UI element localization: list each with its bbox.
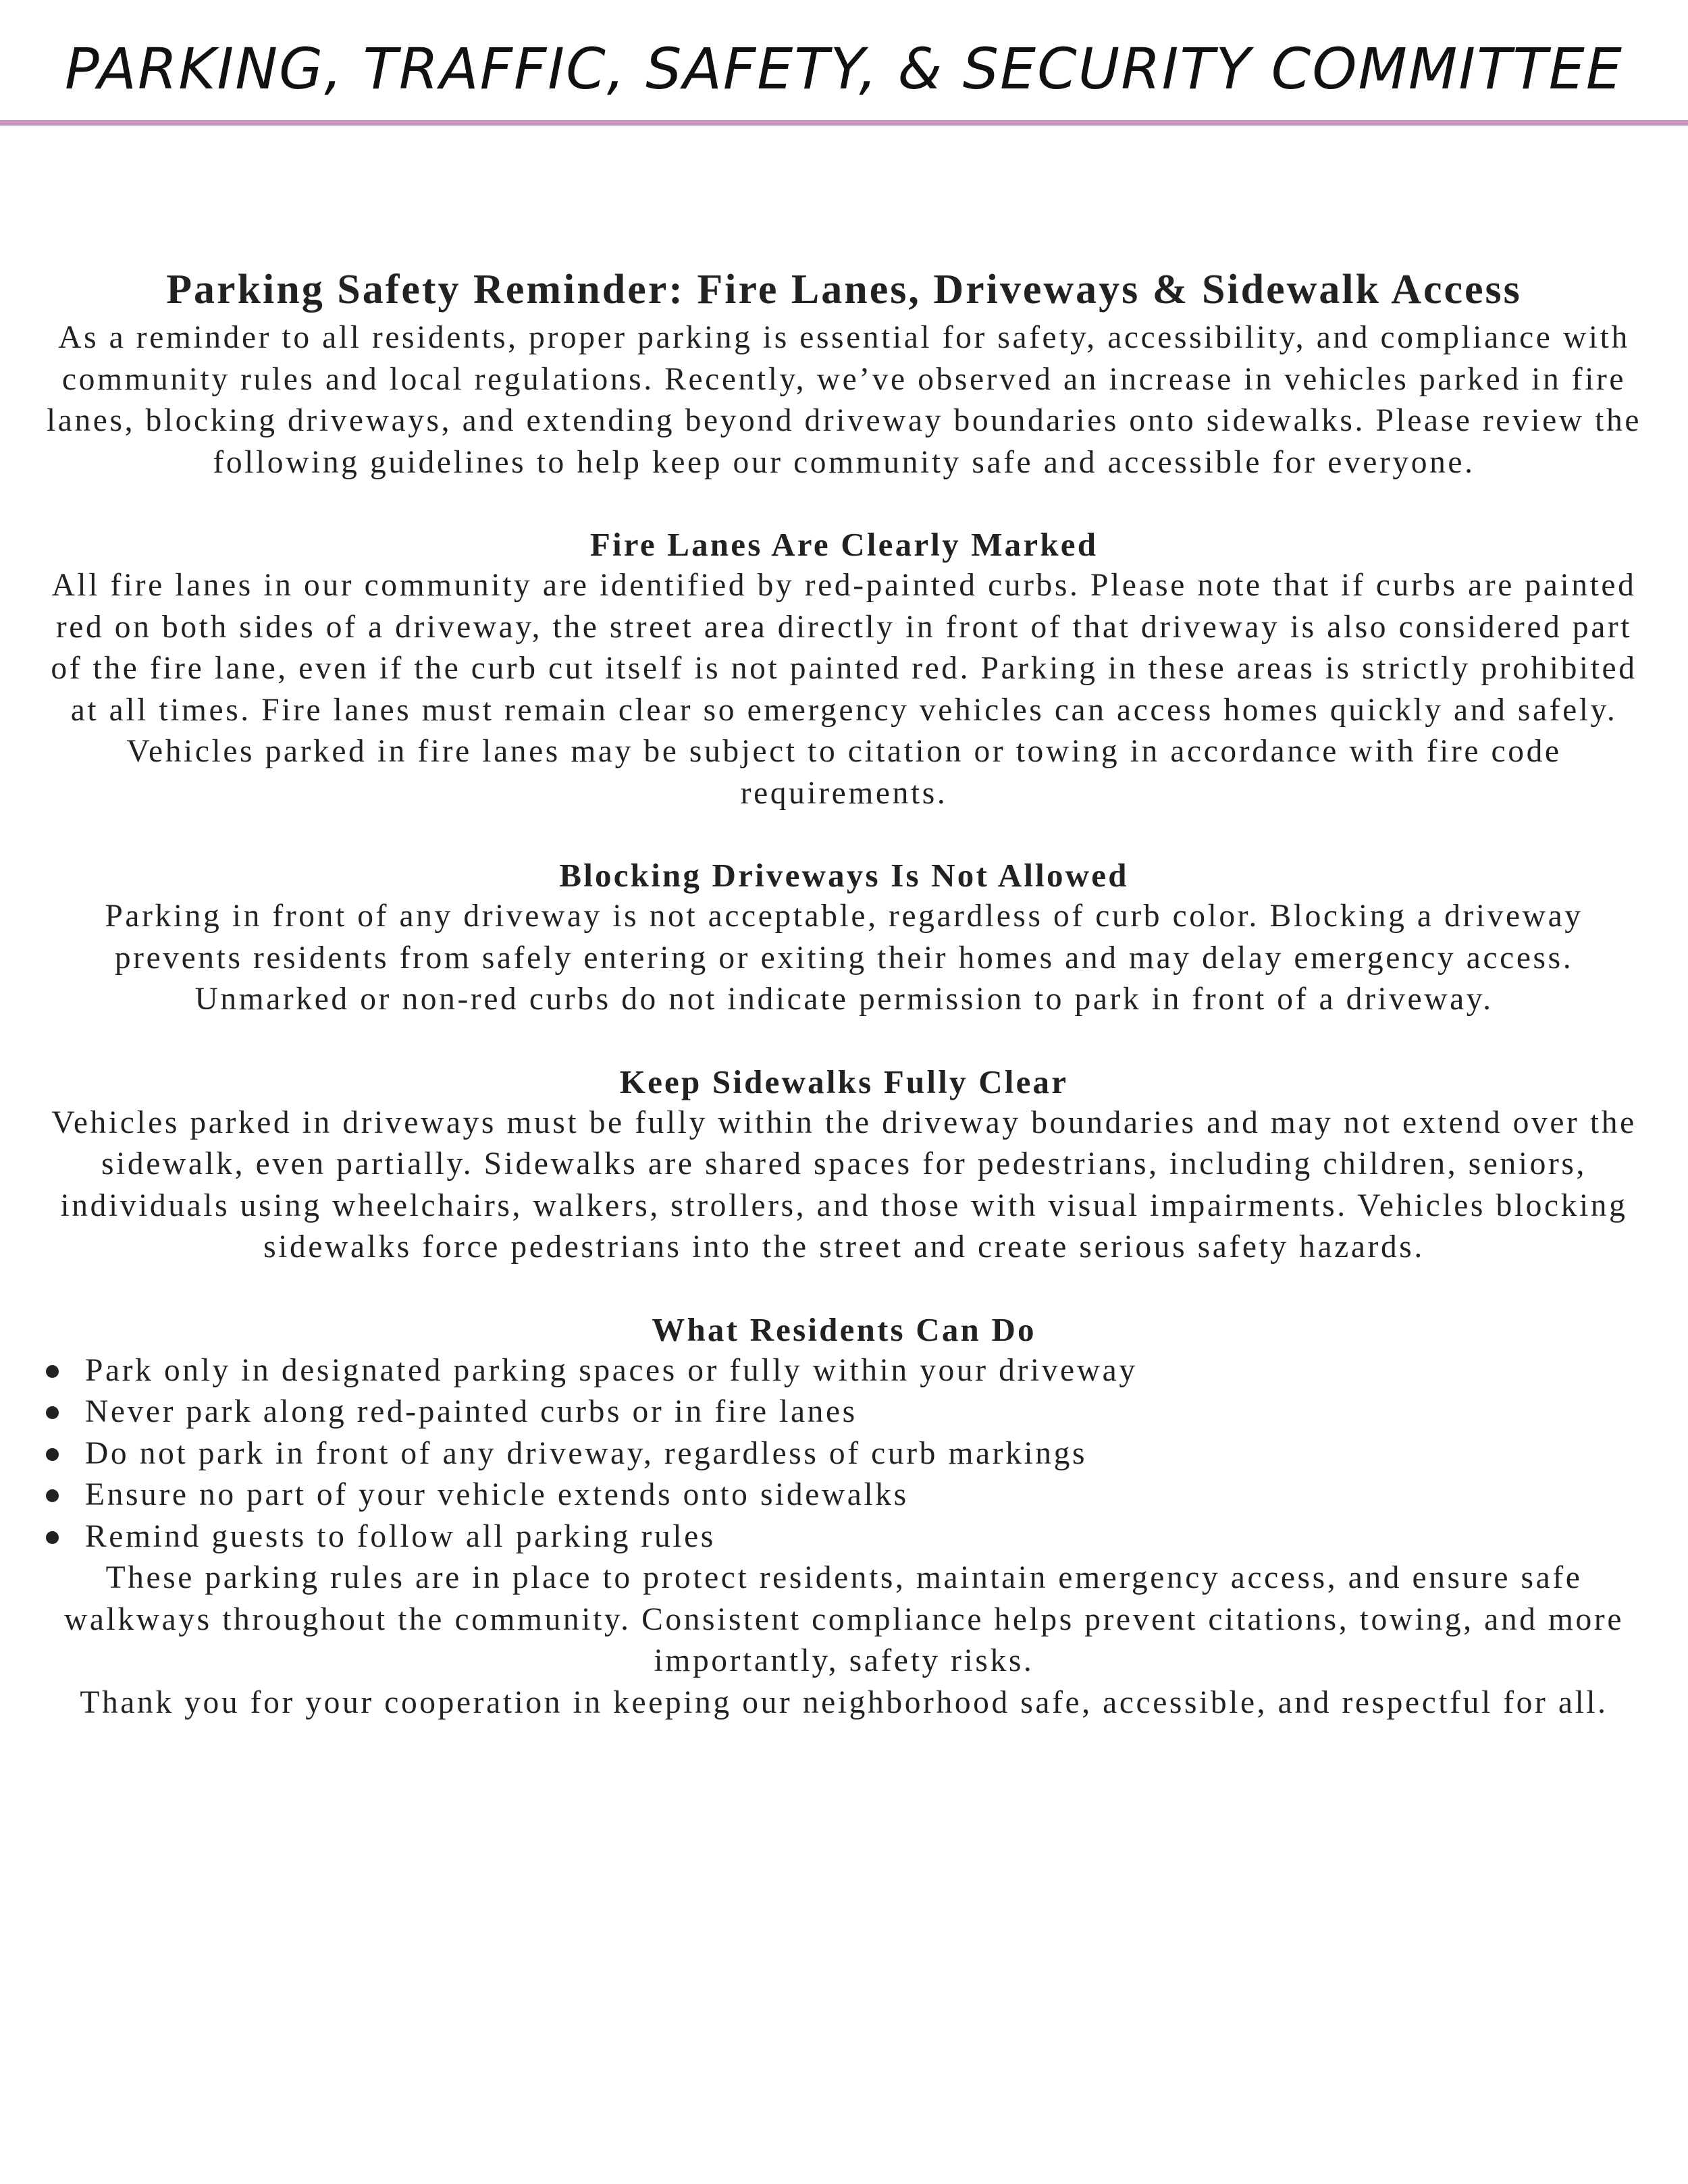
list-item [41, 1350, 1647, 1392]
list-item [41, 1474, 1647, 1516]
bullet-icon [46, 1406, 59, 1419]
section-resident-actions [41, 1309, 1647, 1558]
bullet-icon [46, 1448, 59, 1461]
committee-title: PARKING, TRAFFIC, SAFETY, & SECURITY COMMITTEE [65, 36, 1623, 102]
list-item [41, 1391, 1647, 1433]
section-body: All fire lanes in our community are identified by red-painted curbs. Please note that if curbs are painted red on both sides of a driveway, the street area directly in front of that driveway is also considered part of the fire lane, even if the curb cut itself is not painted red. Parking in these areas is strictly prohibited at all times. Fire lanes must remain clear so emergency vehicles can access homes quickly and safely. Vehicles parked in fire lanes may be subject to citation or towing in accordance with fire code requirements. [51, 568, 1637, 811]
section-heading: Keep Sidewalks Fully Clear [619, 1063, 1069, 1100]
list-item-text: Park only in designated parking spaces or fully within your driveway [85, 1352, 1138, 1388]
section-sidewalks [41, 1061, 1647, 1269]
section-fire-lanes [41, 524, 1647, 814]
list-item-text: Never park along red-painted curbs or in fire lanes [85, 1394, 858, 1429]
section-body: Parking in front of any driveway is not acceptable, regardless of curb color. Blocking a driveway prevents residents from safely entering or exiting their homes and may delay emergency access. Unmarked or non-red curbs do not indicate permission to park in front of a driveway. [105, 899, 1583, 1017]
thank-you-paragraph: Thank you for your cooperation in keeping our neighborhood safe, accessible, and respectful for all. [80, 1684, 1608, 1720]
document-body [41, 262, 1647, 1724]
action-list [41, 1350, 1647, 1558]
bullet-icon [46, 1489, 59, 1502]
list-item-text: Do not park in front of any driveway, regardless of curb markings [85, 1435, 1088, 1471]
list-item-text: Ensure no part of your vehicle extends onto sidewalks [85, 1477, 909, 1512]
bullet-icon [46, 1531, 59, 1544]
closing-paragraph: These parking rules are in place to protect residents, maintain emergency access, and ensure safe walkways throughout the community. Consistent compliance helps prevent citations, towing, and more importantly, safety risks. [63, 1560, 1625, 1678]
list-item-text: Remind guests to follow all parking rules [85, 1518, 716, 1554]
list-item [41, 1433, 1647, 1475]
document-title: Parking Safety Reminder: Fire Lanes, Driveways & Sidewalk Access [166, 267, 1522, 313]
section-heading: Fire Lanes Are Clearly Marked [589, 526, 1099, 563]
section-heading: What Residents Can Do [652, 1310, 1036, 1348]
intro-paragraph: As a reminder to all residents, proper parking is essential for safety, accessibility, and compliance with community rules and local regulations. Recently, we’ve observed an increase in vehicles parked in fire lanes, blocking driveways, and extending beyond driveway boundaries onto sidewalks. Please review the following guidelines to help keep our community safe and accessible for everyone. [46, 320, 1642, 480]
section-blocking-driveways [41, 855, 1647, 1021]
section-body: Vehicles parked in driveways must be fully within the driveway boundaries and may not extend over the sidewalk, even partially. Sidewalks are shared spaces for pedestrians, including children, seniors, individuals using wheelchairs, walkers, strollers, and those with visual impairments. Vehicles blocking sidewalks force pedestrians into the street and create serious safety hazards. [51, 1104, 1637, 1264]
page-header [0, 0, 1688, 128]
bullet-icon [46, 1365, 59, 1378]
section-heading: Blocking Driveways Is Not Allowed [559, 857, 1129, 894]
header-divider [0, 120, 1688, 126]
list-item [41, 1516, 1647, 1558]
